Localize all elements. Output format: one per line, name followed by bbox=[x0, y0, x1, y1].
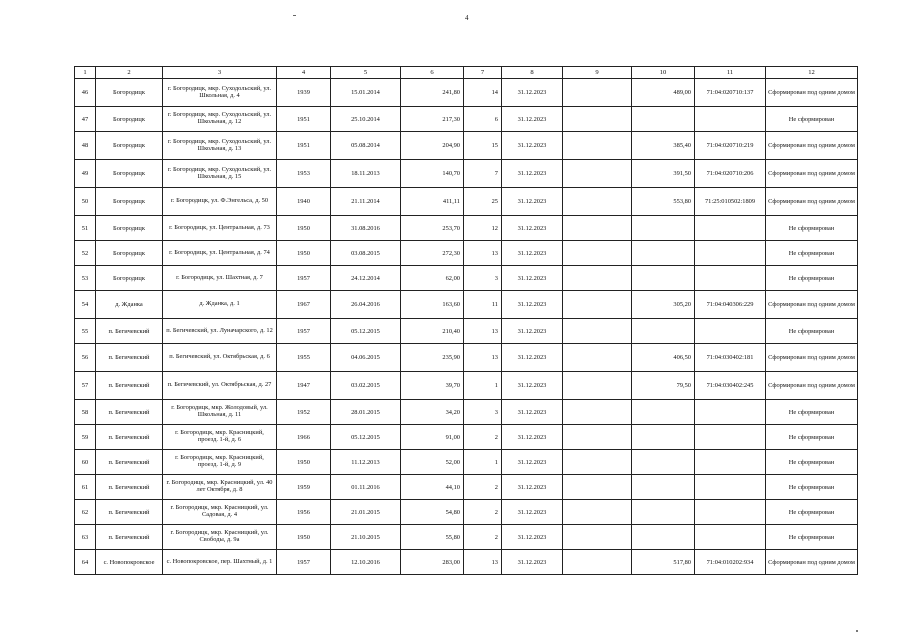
column-9-cell bbox=[563, 372, 632, 400]
column-9-cell bbox=[563, 291, 632, 319]
settlement-cell: Богородицк bbox=[96, 216, 163, 241]
date-cell: 21.11.2014 bbox=[331, 188, 401, 216]
table-row bbox=[75, 107, 858, 132]
land-area-cell bbox=[632, 500, 695, 525]
table-row bbox=[75, 241, 858, 266]
row-number: 48 bbox=[75, 132, 96, 160]
column-9-cell bbox=[563, 188, 632, 216]
address-cell: г. Богородицк, мкр. Красницкий, ул. Садовая, д. 4 bbox=[163, 500, 277, 525]
date-cell: 28.01.2015 bbox=[331, 400, 401, 425]
year-cell: 1950 bbox=[277, 241, 331, 266]
year-cell: 1952 bbox=[277, 400, 331, 425]
settlement-cell: п. Бегичевский bbox=[96, 450, 163, 475]
settlement-cell: Богородицк bbox=[96, 266, 163, 291]
settlement-cell: Богородицк bbox=[96, 79, 163, 107]
status-cell: Сформирован под одним домом bbox=[766, 188, 858, 216]
land-area-cell: 489,00 bbox=[632, 79, 695, 107]
address-cell: д. Жданка, д. 1 bbox=[163, 291, 277, 319]
settlement-cell: п. Бегичевский bbox=[96, 525, 163, 550]
date-cell: 03.02.2015 bbox=[331, 372, 401, 400]
year-cell: 1957 bbox=[277, 319, 331, 344]
row-number: 52 bbox=[75, 241, 96, 266]
settlement-cell: п. Бегичевский bbox=[96, 372, 163, 400]
table-row bbox=[75, 400, 858, 425]
date-cell: 21.10.2015 bbox=[331, 525, 401, 550]
year-cell: 1940 bbox=[277, 188, 331, 216]
row-number: 47 bbox=[75, 107, 96, 132]
cadastral-number-cell: 71:04:030402:245 bbox=[695, 372, 766, 400]
deadline-cell: 31.12.2023 bbox=[502, 525, 563, 550]
row-number: 51 bbox=[75, 216, 96, 241]
column-9-cell bbox=[563, 450, 632, 475]
row-number: 49 bbox=[75, 160, 96, 188]
quantity-cell: 14 bbox=[464, 79, 502, 107]
land-area-cell: 305,20 bbox=[632, 291, 695, 319]
area-cell: 253,70 bbox=[401, 216, 464, 241]
date-cell: 26.04.2016 bbox=[331, 291, 401, 319]
row-number: 58 bbox=[75, 400, 96, 425]
deadline-cell: 31.12.2023 bbox=[502, 319, 563, 344]
year-cell: 1950 bbox=[277, 216, 331, 241]
land-area-cell: 385,40 bbox=[632, 132, 695, 160]
quantity-cell: 6 bbox=[464, 107, 502, 132]
land-area-cell bbox=[632, 319, 695, 344]
year-cell: 1959 bbox=[277, 475, 331, 500]
settlement-cell: п. Бегичевский bbox=[96, 344, 163, 372]
settlement-cell: п. Бегичевский bbox=[96, 500, 163, 525]
cadastral-number-cell bbox=[695, 107, 766, 132]
column-9-cell bbox=[563, 550, 632, 575]
column-header: 5 bbox=[331, 67, 401, 79]
settlement-cell: Богородицк bbox=[96, 160, 163, 188]
quantity-cell: 13 bbox=[464, 319, 502, 344]
settlement-cell: Богородицк bbox=[96, 188, 163, 216]
status-cell: Не сформирован bbox=[766, 107, 858, 132]
column-header: 9 bbox=[563, 67, 632, 79]
address-cell: п. Бегичевский, ул. Луначарского, д. 12 bbox=[163, 319, 277, 344]
area-cell: 235,90 bbox=[401, 344, 464, 372]
land-area-cell bbox=[632, 400, 695, 425]
status-cell: Не сформирован bbox=[766, 500, 858, 525]
quantity-cell: 2 bbox=[464, 425, 502, 450]
table-row bbox=[75, 500, 858, 525]
area-cell: 204,90 bbox=[401, 132, 464, 160]
land-area-cell bbox=[632, 525, 695, 550]
deadline-cell: 31.12.2023 bbox=[502, 550, 563, 575]
settlement-cell: Богородицк bbox=[96, 132, 163, 160]
quantity-cell: 25 bbox=[464, 188, 502, 216]
table-row bbox=[75, 319, 858, 344]
status-cell: Не сформирован bbox=[766, 475, 858, 500]
table-row bbox=[75, 525, 858, 550]
area-cell: 44,10 bbox=[401, 475, 464, 500]
address-cell: г. Богородицк, мкр. Красницкий, ул. 40 лет Октября, д. 8 bbox=[163, 475, 277, 500]
address-cell: г. Богородицк, мкр. Красницкий, ул. Свободы, д. 9а bbox=[163, 525, 277, 550]
area-cell: 62,00 bbox=[401, 266, 464, 291]
housing-register-table bbox=[74, 66, 858, 575]
table-row bbox=[75, 79, 858, 107]
date-cell: 04.06.2015 bbox=[331, 344, 401, 372]
deadline-cell: 31.12.2023 bbox=[502, 291, 563, 319]
table-row bbox=[75, 188, 858, 216]
land-area-cell bbox=[632, 475, 695, 500]
row-number: 46 bbox=[75, 79, 96, 107]
date-cell: 05.12.2015 bbox=[331, 425, 401, 450]
quantity-cell: 1 bbox=[464, 372, 502, 400]
deadline-cell: 31.12.2023 bbox=[502, 241, 563, 266]
year-cell: 1951 bbox=[277, 132, 331, 160]
date-cell: 25.10.2014 bbox=[331, 107, 401, 132]
deadline-cell: 31.12.2023 bbox=[502, 475, 563, 500]
year-cell: 1956 bbox=[277, 500, 331, 525]
row-number: 50 bbox=[75, 188, 96, 216]
address-cell: г. Богородицк, ул. Шахтная, д. 7 bbox=[163, 266, 277, 291]
date-cell: 31.08.2016 bbox=[331, 216, 401, 241]
table-row bbox=[75, 372, 858, 400]
status-cell: Не сформирован bbox=[766, 525, 858, 550]
area-cell: 91,00 bbox=[401, 425, 464, 450]
row-number: 61 bbox=[75, 475, 96, 500]
table-row bbox=[75, 550, 858, 575]
address-cell: п. Бегичевский, ул. Октябрьская, д. 27 bbox=[163, 372, 277, 400]
area-cell: 39,70 bbox=[401, 372, 464, 400]
address-cell: г. Богородицк, мкр. Красницкий, проезд. 1-й, д. 9 bbox=[163, 450, 277, 475]
year-cell: 1953 bbox=[277, 160, 331, 188]
row-number: 59 bbox=[75, 425, 96, 450]
cadastral-number-cell bbox=[695, 266, 766, 291]
date-cell: 03.08.2015 bbox=[331, 241, 401, 266]
cadastral-number-cell bbox=[695, 319, 766, 344]
year-cell: 1957 bbox=[277, 266, 331, 291]
column-9-cell bbox=[563, 319, 632, 344]
address-cell: с. Новопокровское, пер. Шахтный, д. 1 bbox=[163, 550, 277, 575]
date-cell: 15.01.2014 bbox=[331, 79, 401, 107]
column-9-cell bbox=[563, 160, 632, 188]
area-cell: 55,80 bbox=[401, 525, 464, 550]
column-9-cell bbox=[563, 241, 632, 266]
area-cell: 411,11 bbox=[401, 188, 464, 216]
column-9-cell bbox=[563, 425, 632, 450]
year-cell: 1939 bbox=[277, 79, 331, 107]
table-row bbox=[75, 266, 858, 291]
address-cell: г. Богородицк, ул. Ф.Энгельса, д. 50 bbox=[163, 188, 277, 216]
year-cell: 1950 bbox=[277, 450, 331, 475]
column-9-cell bbox=[563, 216, 632, 241]
table-row bbox=[75, 132, 858, 160]
status-cell: Сформирован под одним домом bbox=[766, 79, 858, 107]
status-cell: Сформирован под одним домом bbox=[766, 160, 858, 188]
quantity-cell: 1 bbox=[464, 450, 502, 475]
status-cell: Сформирован под одним домом bbox=[766, 344, 858, 372]
area-cell: 34,20 bbox=[401, 400, 464, 425]
year-cell: 1966 bbox=[277, 425, 331, 450]
status-cell: Сформирован под одним домом bbox=[766, 132, 858, 160]
area-cell: 272,30 bbox=[401, 241, 464, 266]
status-cell: Сформирован под одним домом bbox=[766, 291, 858, 319]
column-header: 4 bbox=[277, 67, 331, 79]
address-cell: г. Богородицк, ул. Центральная, д. 74 bbox=[163, 241, 277, 266]
land-area-cell bbox=[632, 425, 695, 450]
address-cell: г. Богородицк, ул. Центральная, д. 73 bbox=[163, 216, 277, 241]
table-row bbox=[75, 425, 858, 450]
deadline-cell: 31.12.2023 bbox=[502, 216, 563, 241]
row-number: 62 bbox=[75, 500, 96, 525]
status-cell: Сформирован под одним домом bbox=[766, 550, 858, 575]
address-cell: г. Богородицк, мкр. Суходольский, ул. Школьная, д. 13 bbox=[163, 132, 277, 160]
quantity-cell: 13 bbox=[464, 241, 502, 266]
settlement-cell: с. Новопокровское bbox=[96, 550, 163, 575]
status-cell: Не сформирован bbox=[766, 450, 858, 475]
row-number: 57 bbox=[75, 372, 96, 400]
cadastral-number-cell bbox=[695, 216, 766, 241]
status-cell: Не сформирован bbox=[766, 241, 858, 266]
land-area-cell: 553,80 bbox=[632, 188, 695, 216]
column-9-cell bbox=[563, 475, 632, 500]
area-cell: 241,80 bbox=[401, 79, 464, 107]
cadastral-number-cell: 71:25:010502:1809 bbox=[695, 188, 766, 216]
cadastral-number-cell bbox=[695, 425, 766, 450]
quantity-cell: 3 bbox=[464, 400, 502, 425]
date-cell: 21.01.2015 bbox=[331, 500, 401, 525]
date-cell: 24.12.2014 bbox=[331, 266, 401, 291]
date-cell: 01.11.2016 bbox=[331, 475, 401, 500]
cadastral-number-cell bbox=[695, 450, 766, 475]
table-row bbox=[75, 475, 858, 500]
row-number: 56 bbox=[75, 344, 96, 372]
land-area-cell: 79,50 bbox=[632, 372, 695, 400]
cadastral-number-cell: 71:04:030402:181 bbox=[695, 344, 766, 372]
quantity-cell: 2 bbox=[464, 500, 502, 525]
land-area-cell: 406,50 bbox=[632, 344, 695, 372]
column-header: 11 bbox=[695, 67, 766, 79]
area-cell: 52,00 bbox=[401, 450, 464, 475]
table-row bbox=[75, 344, 858, 372]
area-cell: 54,80 bbox=[401, 500, 464, 525]
column-9-cell bbox=[563, 79, 632, 107]
date-cell: 18.11.2013 bbox=[331, 160, 401, 188]
land-area-cell bbox=[632, 450, 695, 475]
quantity-cell: 11 bbox=[464, 291, 502, 319]
deadline-cell: 31.12.2023 bbox=[502, 79, 563, 107]
settlement-cell: Богородицк bbox=[96, 107, 163, 132]
row-number: 53 bbox=[75, 266, 96, 291]
date-cell: 05.12.2015 bbox=[331, 319, 401, 344]
column-header: 1 bbox=[75, 67, 96, 79]
deadline-cell: 31.12.2023 bbox=[502, 266, 563, 291]
deadline-cell: 31.12.2023 bbox=[502, 160, 563, 188]
settlement-cell: п. Бегичевский bbox=[96, 400, 163, 425]
deadline-cell: 31.12.2023 bbox=[502, 500, 563, 525]
area-cell: 163,60 bbox=[401, 291, 464, 319]
deadline-cell: 31.12.2023 bbox=[502, 132, 563, 160]
cadastral-number-cell bbox=[695, 241, 766, 266]
status-cell: Сформирован под одним домом bbox=[766, 372, 858, 400]
column-header: 2 bbox=[96, 67, 163, 79]
header-row bbox=[75, 67, 858, 79]
row-number: 63 bbox=[75, 525, 96, 550]
area-cell: 210,40 bbox=[401, 319, 464, 344]
column-9-cell bbox=[563, 132, 632, 160]
land-area-cell: 517,80 bbox=[632, 550, 695, 575]
scan-mark bbox=[856, 630, 858, 632]
deadline-cell: 31.12.2023 bbox=[502, 425, 563, 450]
status-cell: Не сформирован bbox=[766, 400, 858, 425]
column-9-cell bbox=[563, 525, 632, 550]
address-cell: п. Бегичевский, ул. Октябрьская, д. 6 bbox=[163, 344, 277, 372]
settlement-cell: п. Бегичевский bbox=[96, 425, 163, 450]
date-cell: 11.12.2013 bbox=[331, 450, 401, 475]
year-cell: 1957 bbox=[277, 550, 331, 575]
address-cell: г. Богородицк, мкр. Суходольский, ул. Школьная, д. 12 bbox=[163, 107, 277, 132]
scan-mark bbox=[293, 15, 296, 16]
row-number: 55 bbox=[75, 319, 96, 344]
address-cell: г. Богородицк, мкр. Суходольский, ул. Школьная, д. 4 bbox=[163, 79, 277, 107]
column-header: 8 bbox=[502, 67, 563, 79]
table-row bbox=[75, 216, 858, 241]
cadastral-number-cell bbox=[695, 475, 766, 500]
status-cell: Не сформирован bbox=[766, 425, 858, 450]
quantity-cell: 13 bbox=[464, 550, 502, 575]
table-row bbox=[75, 160, 858, 188]
year-cell: 1951 bbox=[277, 107, 331, 132]
table-row bbox=[75, 291, 858, 319]
status-cell: Не сформирован bbox=[766, 319, 858, 344]
settlement-cell: п. Бегичевский bbox=[96, 475, 163, 500]
column-9-cell bbox=[563, 344, 632, 372]
status-cell: Не сформирован bbox=[766, 266, 858, 291]
table-row bbox=[75, 450, 858, 475]
settlement-cell: д. Жданка bbox=[96, 291, 163, 319]
address-cell: г. Богородицк, мкр. Жолодовый, ул. Школьная, д. 11 bbox=[163, 400, 277, 425]
cadastral-number-cell: 71:04:020710:206 bbox=[695, 160, 766, 188]
cadastral-number-cell: 71:04:020710:219 bbox=[695, 132, 766, 160]
deadline-cell: 31.12.2023 bbox=[502, 450, 563, 475]
deadline-cell: 31.12.2023 bbox=[502, 372, 563, 400]
land-area-cell: 391,50 bbox=[632, 160, 695, 188]
column-9-cell bbox=[563, 400, 632, 425]
column-9-cell bbox=[563, 266, 632, 291]
cadastral-number-cell bbox=[695, 500, 766, 525]
column-header: 10 bbox=[632, 67, 695, 79]
quantity-cell: 2 bbox=[464, 525, 502, 550]
settlement-cell: п. Бегичевский bbox=[96, 319, 163, 344]
column-header: 6 bbox=[401, 67, 464, 79]
column-header: 3 bbox=[163, 67, 277, 79]
year-cell: 1950 bbox=[277, 525, 331, 550]
date-cell: 05.08.2014 bbox=[331, 132, 401, 160]
cadastral-number-cell: 71:04:010202:934 bbox=[695, 550, 766, 575]
quantity-cell: 7 bbox=[464, 160, 502, 188]
column-header: 7 bbox=[464, 67, 502, 79]
deadline-cell: 31.12.2023 bbox=[502, 188, 563, 216]
deadline-cell: 31.12.2023 bbox=[502, 344, 563, 372]
quantity-cell: 12 bbox=[464, 216, 502, 241]
status-cell: Не сформирован bbox=[766, 216, 858, 241]
land-area-cell bbox=[632, 107, 695, 132]
land-area-cell bbox=[632, 241, 695, 266]
date-cell: 12.10.2016 bbox=[331, 550, 401, 575]
quantity-cell: 2 bbox=[464, 475, 502, 500]
land-area-cell bbox=[632, 216, 695, 241]
quantity-cell: 13 bbox=[464, 344, 502, 372]
cadastral-number-cell: 71:04:020710:137 bbox=[695, 79, 766, 107]
row-number: 64 bbox=[75, 550, 96, 575]
table-body bbox=[75, 67, 858, 575]
quantity-cell: 15 bbox=[464, 132, 502, 160]
column-9-cell bbox=[563, 500, 632, 525]
land-area-cell bbox=[632, 266, 695, 291]
row-number: 54 bbox=[75, 291, 96, 319]
cadastral-number-cell bbox=[695, 400, 766, 425]
year-cell: 1967 bbox=[277, 291, 331, 319]
year-cell: 1947 bbox=[277, 372, 331, 400]
area-cell: 140,70 bbox=[401, 160, 464, 188]
address-cell: г. Богородицк, мкр. Суходольский, ул. Школьная, д. 15 bbox=[163, 160, 277, 188]
row-number: 60 bbox=[75, 450, 96, 475]
year-cell: 1955 bbox=[277, 344, 331, 372]
quantity-cell: 3 bbox=[464, 266, 502, 291]
page-number: 4 bbox=[465, 14, 469, 22]
column-header: 12 bbox=[766, 67, 858, 79]
deadline-cell: 31.12.2023 bbox=[502, 400, 563, 425]
column-9-cell bbox=[563, 107, 632, 132]
area-cell: 283,00 bbox=[401, 550, 464, 575]
address-cell: г. Богородицк, мкр. Красницкий, проезд. 1-й, д. 6 bbox=[163, 425, 277, 450]
deadline-cell: 31.12.2023 bbox=[502, 107, 563, 132]
cadastral-number-cell: 71:04:040306:229 bbox=[695, 291, 766, 319]
area-cell: 217,30 bbox=[401, 107, 464, 132]
settlement-cell: Богородицк bbox=[96, 241, 163, 266]
cadastral-number-cell bbox=[695, 525, 766, 550]
